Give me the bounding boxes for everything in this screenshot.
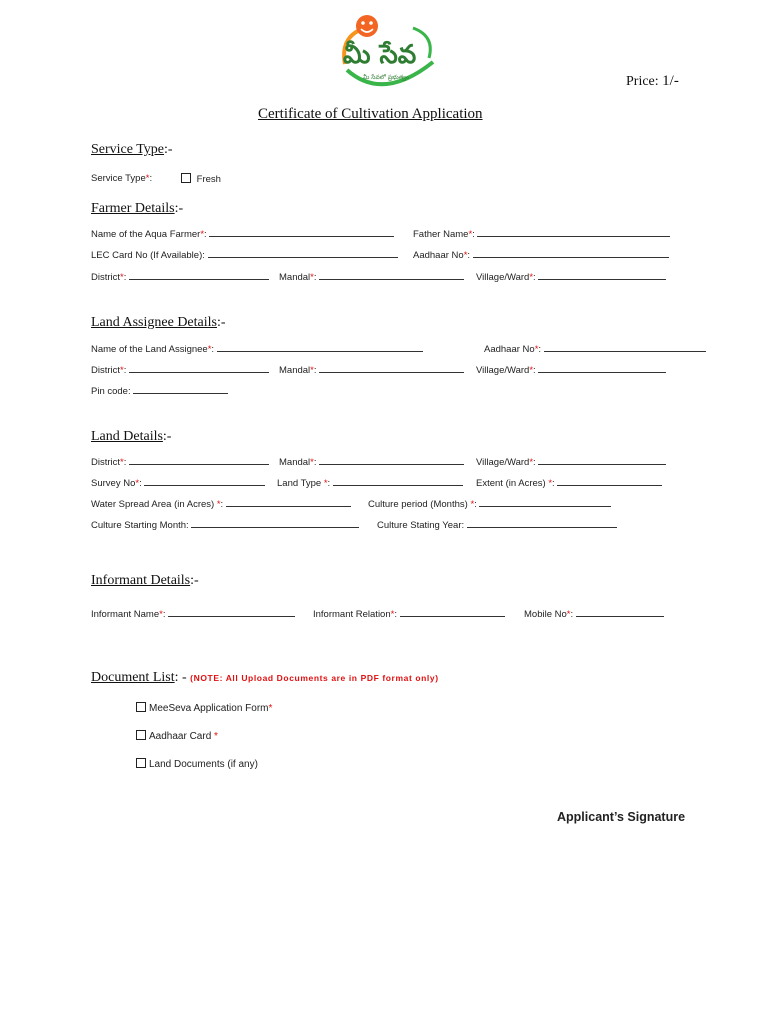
informant-mobile-field[interactable]: Mobile No*:: [524, 607, 664, 620]
logo-tagline: మీ సేవలో ప్రభుత్వం: [363, 74, 409, 81]
farmer-mandal-field[interactable]: Mandal*:: [279, 270, 464, 283]
fresh-label: Fresh: [196, 174, 221, 185]
farmer-name-field[interactable]: Name of the Aqua Farmer*:: [91, 227, 394, 240]
price-label: Price:: [626, 74, 659, 89]
service-type-label: Service Type: [91, 173, 146, 184]
price-value: 1/-: [662, 73, 679, 89]
land-documents-checkbox[interactable]: [136, 758, 146, 768]
culture-starting-year-field[interactable]: Culture Stating Year:: [377, 518, 617, 531]
assignee-mandal-field[interactable]: Mandal*:: [279, 363, 464, 376]
document-list-heading: Document List: - (NOTE: All Upload Documents are in PDF format only): [91, 670, 439, 685]
farmer-aadhaar-field[interactable]: Aadhaar No*:: [413, 248, 669, 261]
informant-name-field[interactable]: Informant Name*:: [91, 607, 295, 620]
document-item-land-documents[interactable]: Land Documents (if any): [136, 758, 258, 770]
extent-field[interactable]: Extent (in Acres) *:: [476, 476, 662, 489]
farmer-district-field[interactable]: District*:: [91, 270, 269, 283]
section-heading-informant-details: Informant Details:-: [91, 573, 199, 588]
culture-period-field[interactable]: Culture period (Months) *:: [368, 497, 611, 510]
land-type-field[interactable]: Land Type *:: [277, 476, 463, 489]
land-district-field[interactable]: District*:: [91, 455, 269, 468]
section-heading-service-type: Service Type:-: [91, 142, 173, 157]
assignee-village-field[interactable]: Village/Ward*:: [476, 363, 666, 376]
assignee-district-field[interactable]: District*:: [91, 363, 269, 376]
land-mandal-field[interactable]: Mandal*:: [279, 455, 464, 468]
service-type-option-fresh[interactable]: [181, 173, 221, 185]
meeseva-form-checkbox[interactable]: [136, 702, 146, 712]
document-item-meeseva-form[interactable]: MeeSeva Application Form*: [136, 702, 272, 714]
assignee-name-field[interactable]: Name of the Land Assignee*:: [91, 342, 423, 355]
smiley-face-icon: [356, 15, 378, 37]
section-heading-land-details: Land Details:-: [91, 429, 172, 444]
lec-card-field[interactable]: LEC Card No (If Available):: [91, 248, 398, 261]
informant-relation-field[interactable]: Informant Relation*:: [313, 607, 505, 620]
price: [626, 73, 679, 90]
fresh-checkbox[interactable]: [181, 173, 191, 183]
water-spread-area-field[interactable]: Water Spread Area (in Acres) *:: [91, 497, 351, 510]
meeseva-logo: [333, 12, 443, 92]
document-note: (NOTE: All Upload Documents are in PDF format only): [190, 673, 439, 683]
father-name-field[interactable]: Father Name*:: [413, 227, 670, 240]
assignee-pincode-field[interactable]: Pin code:: [91, 384, 228, 397]
assignee-aadhaar-field[interactable]: Aadhaar No*:: [484, 342, 706, 355]
logo-title: మీ సేవ: [343, 40, 417, 70]
section-heading-land-assignee: Land Assignee Details:-: [91, 315, 226, 330]
survey-no-field[interactable]: Survey No*:: [91, 476, 265, 489]
farmer-village-field[interactable]: Village/Ward*:: [476, 270, 666, 283]
section-heading-farmer-details: Farmer Details:-: [91, 201, 184, 216]
applicant-signature-label: Applicant’s Signature: [557, 810, 686, 824]
page-title: Certificate of Cultivation Application: [258, 106, 483, 122]
land-village-field[interactable]: Village/Ward*:: [476, 455, 666, 468]
culture-starting-month-field[interactable]: Culture Starting Month:: [91, 518, 359, 531]
aadhaar-card-checkbox[interactable]: [136, 730, 146, 740]
document-item-aadhaar-card[interactable]: Aadhaar Card *: [136, 730, 218, 742]
service-type-row: Service Type*:: [91, 173, 153, 184]
